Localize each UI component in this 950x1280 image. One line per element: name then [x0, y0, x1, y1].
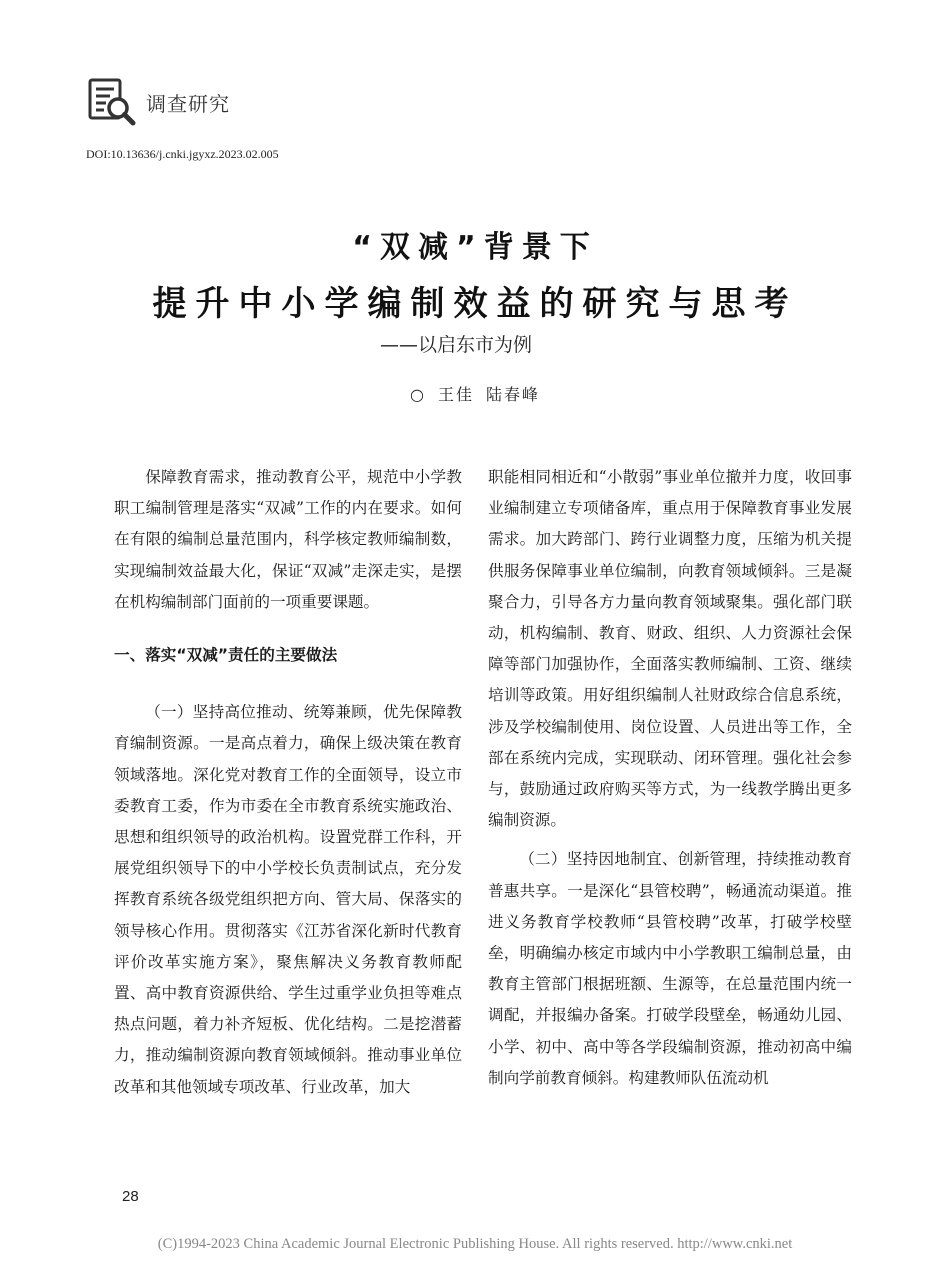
- subsection-1-heading: （一）坚持高位推动、统筹兼顾，优先保障教育编制资源。: [114, 703, 462, 753]
- subsection-2-heading: （二）坚持因地制宜、创新管理，持续推动教育普惠共享。: [488, 850, 852, 900]
- continued-paragraph: 职能相同相近和“小散弱”事业单位撤并力度，收回事业编制建立专项储备库，重点用于保障教育事业发展需求。加大跨部门、跨行业调整力度，压缩为机关提供服务保障事业单位编制，向教育领域倾斜。三是凝聚合力，引导各方力量向教育领域聚集。强化部门联动，机构编制、教育、财政、组织、人力资源社会保障等部门加强协作，全面落实教师编制、工资、继续培训等政策。用好组织编制人社财政综合信息系统，涉及学校编制使用、岗位设置、人员进出等工作，全部在系统内完成，实现联动、闭环管理。强化社会参与，鼓励通过政府购买等方式，为一线教学腾出更多编制资源。: [488, 468, 852, 830]
- doi: DOI:10.13636/j.cnki.jgyxz.2023.02.005: [86, 147, 279, 161]
- intro-paragraph: 保障教育需求，推动教育公平，规范中小学教职工编制管理是落实“双减”工作的内在要求。如何在有限的编制总量范围内，科学核定教师编制数，实现编制效益最大化，保证“双减”走深走实，是摆在机构编制部门面前的一项重要课题。: [114, 468, 462, 611]
- subsection-1-paragraph: [114, 697, 462, 1103]
- section-tag: 调查研究: [146, 91, 230, 116]
- subsection-2-body: 一是深化“县管校聘”，畅通流动渠道。推进义务教育学校教师“县管校聘”改革，打破学校壁垒，明确编办核定市域内中小学教职工编制总量，由教育主管部门根据班额、生源等，在总量范围内统一调配，并报编办备案。打破学段壁垒，畅通幼儿园、小学、初中、高中等各学段编制资源，推动初高中编制向学前教育倾斜。构建教师队伍流动机: [488, 881, 852, 1087]
- subsection-2-paragraph: [488, 844, 852, 1094]
- document-magnifier-icon: [86, 76, 138, 128]
- title-line-1: “双减”背景下: [352, 230, 598, 265]
- author-1: 王佳: [437, 385, 474, 404]
- page-number: 28: [122, 1188, 139, 1205]
- copyright-notice: (C)1994-2023 China Academic Journal Electronic Publishing House. All rights reserved. http://www.cnki.net: [157, 1236, 793, 1252]
- right-column: [488, 462, 852, 1094]
- authors: [0, 382, 950, 405]
- title-line-2: 提升中小学编制效益的研究与思考: [152, 284, 798, 324]
- author-marker: ○: [410, 385, 426, 404]
- journal-header: [86, 76, 230, 128]
- subtitle: ——以启东市为例: [380, 334, 533, 356]
- subsection-1-body: 一是高点着力，确保上级决策在教育领域落地。深化党对教育工作的全面领导，设立市委教育工委，作为市委在全市教育系统实施政治、思想和组织领导的政治机构。设置党群工作科，开展党组织领导下的中小学校长负责制试点，充分发挥教育系统各级党组织把方向、管大局、保落实的领导核心作用。贯彻落实《江苏省深化新时代教育评价改革实施方案》，聚焦解决义务教育教师配置、高中教育资源供给、学生过重学业负担等难点热点问题，着力补齐短板、优化结构。二是挖潜蓄力，推动编制资源向教育领域倾斜。推动事业单位改革和其他领域专项改革、行业改革，加大: [114, 734, 462, 1096]
- left-column: [114, 462, 462, 1103]
- author-2: 陆春峰: [485, 385, 540, 404]
- section-heading-1: 一、落实“双减”责任的主要做法: [114, 646, 338, 665]
